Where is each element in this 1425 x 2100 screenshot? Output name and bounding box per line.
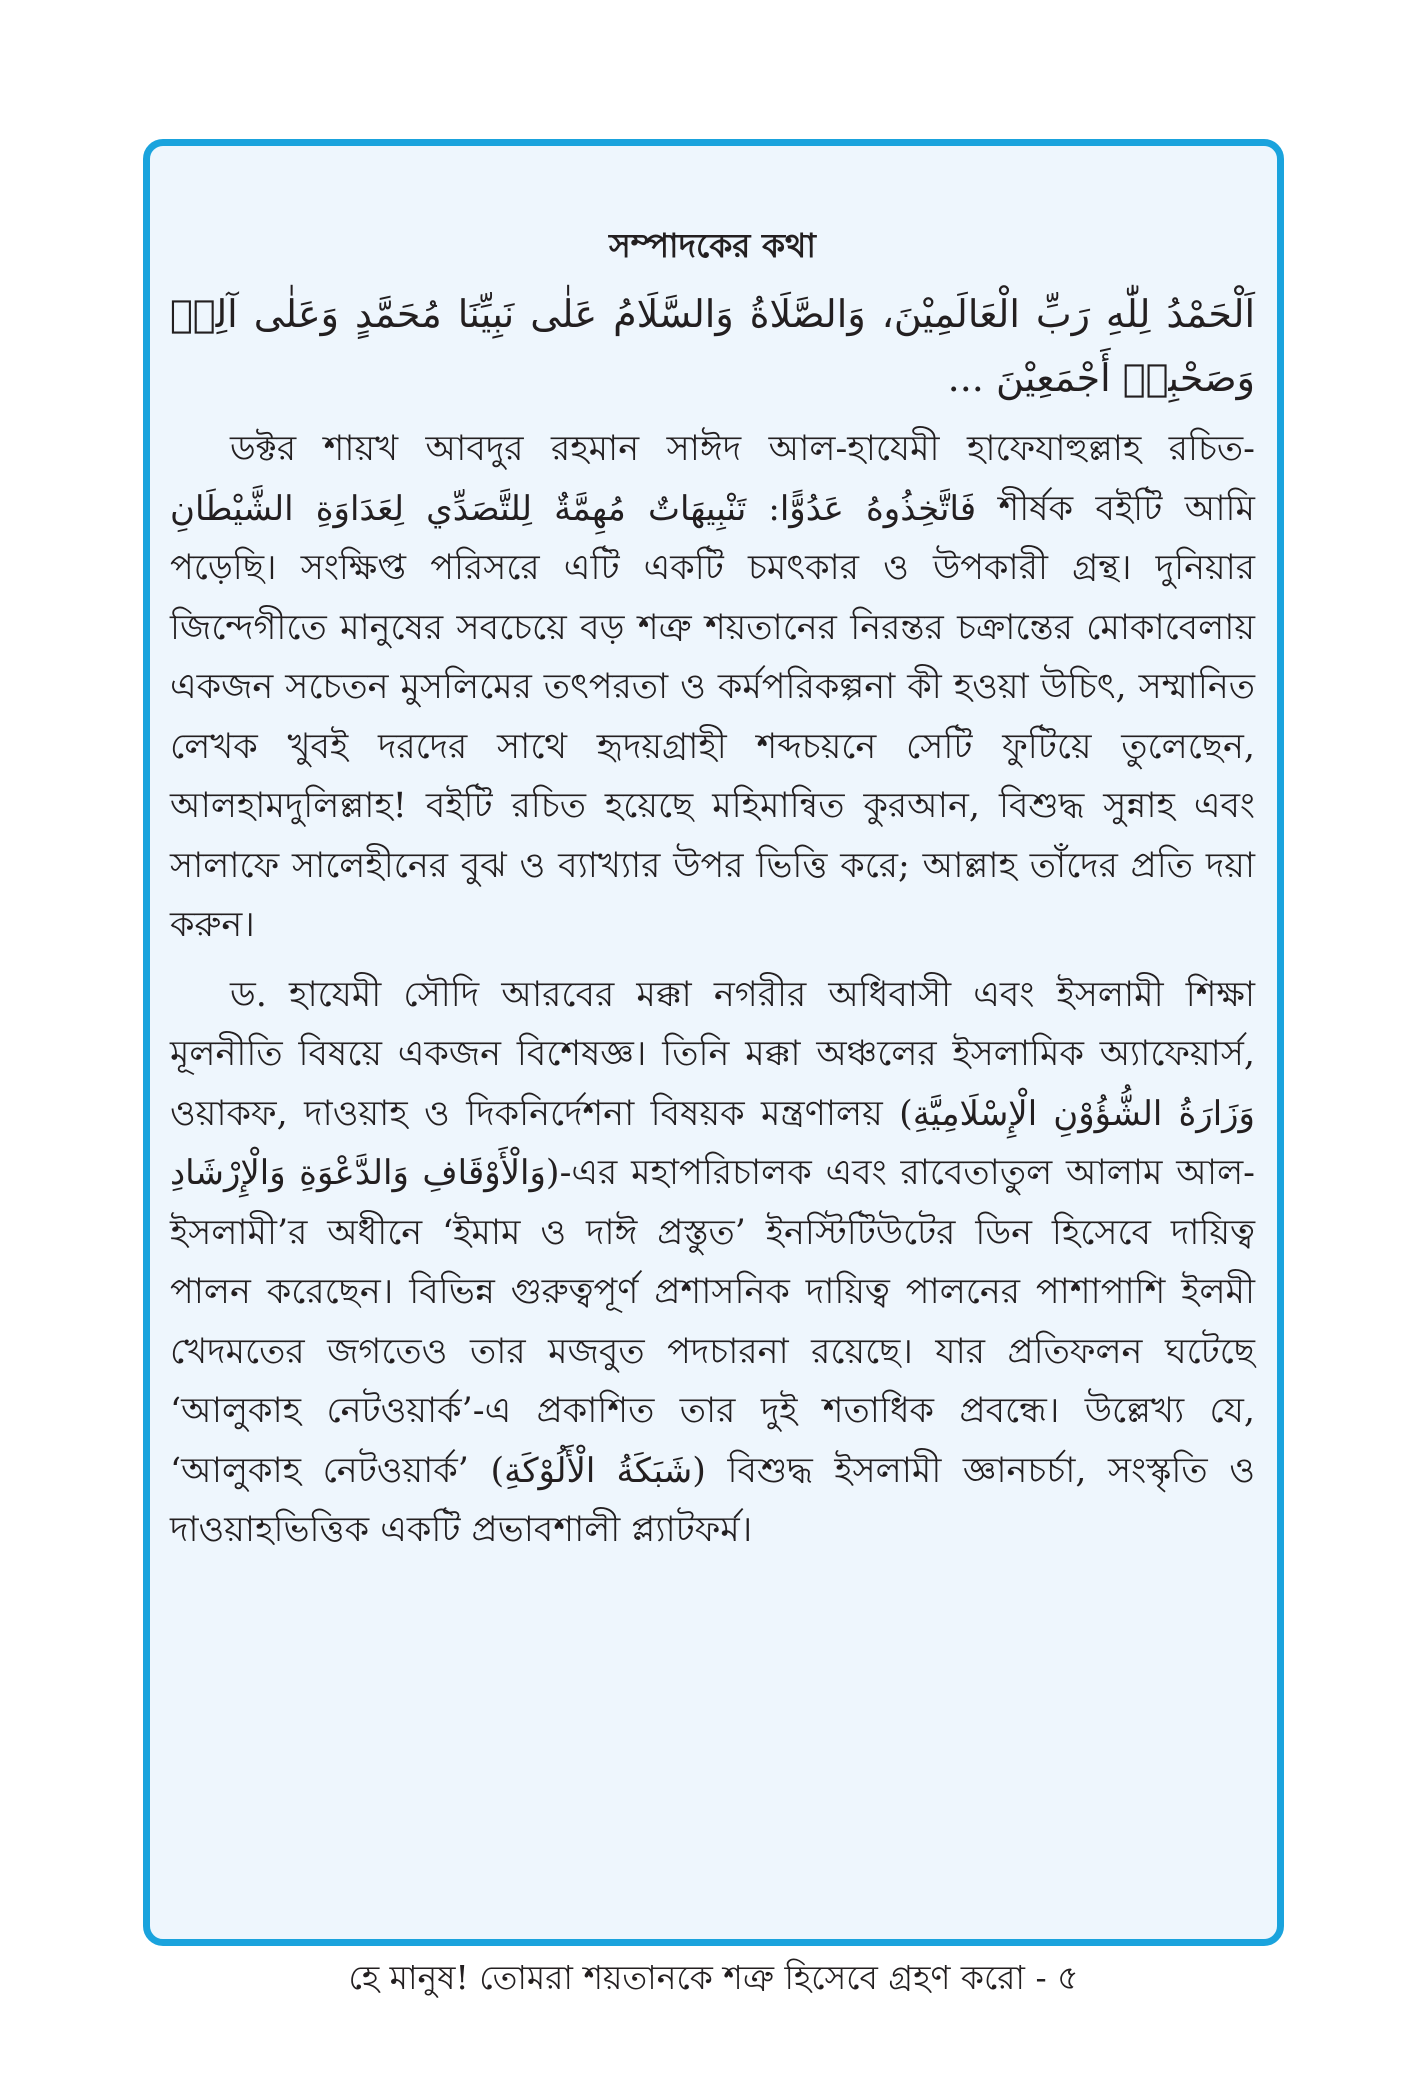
- page-title: সম্পাদকের কথা: [609, 226, 816, 265]
- paragraph-author-bio-part-1: ড. হাযেমী সৌদি আরবের মক্কা নগরীর অধিবাসী এবং ইসলামী শিক্ষা মূলনীতি বিষয়ে একজন বিশেষজ্ঞ। তিনি মক্কা অঞ্চলের ইসলামিক অ্যাফেয়ার্স, ওয়াকফ, দাওয়াহ ও দিকনির্দেশনা বিষয়ক মন্ত্রণালয় (: [170, 974, 1255, 1134]
- footer-running-title-and-page-number: হে মানুষ! তোমরা শয়তানকে শত্রু হিসেবে গ্রহণ করো - ৫: [348, 1958, 1079, 1997]
- paragraph-intro: [170, 420, 1255, 956]
- alukah-network-arabic: شَبَكَةُ الْأَلُوْكَةِ: [504, 1450, 693, 1491]
- book-title-arabic: فَاتَّخِذُوهُ عَدُوًّا: تَنْبِيهَاتٌ مُهِمَّةٌ لِلتَّصَدِّي لِعَدَاوَةِ الشَّيْطَانِ: [170, 488, 977, 529]
- arabic-opening-invocation: اَلْحَمْدُ لِلّٰهِ رَبِّ الْعَالَمِيْنَ، وَالصَّلَاةُ وَالسَّلَامُ عَلٰى نَبِيِّنَا مُحَمَّدٍ وَعَلٰى آلِهٖ وَصَحْبِهٖ أَجْمَعِيْنَ ...: [170, 292, 1255, 400]
- paragraph-author-bio-part-3: ) বিশুদ্ধ ইসলামী জ্ঞানচর্চা, সংস্কৃতি ও দাওয়াহভিত্তিক একটি প্রভাবশালী প্ল্যাটফর্ম।: [170, 1450, 1255, 1550]
- paragraph-author-bio: [170, 966, 1255, 1561]
- page-footer: [143, 1953, 1284, 2003]
- paragraph-intro-lead: ডক্টর শায়খ আবদুর রহমান সাঈদ আল-হাযেমী হাফেযাহুল্লাহ রচিত-: [230, 429, 1255, 469]
- ministry-name-arabic: وَزَارَةُ الشُّؤُوْنِ الْإِسْلَامِيَّةِ وَالْأَوْقَافِ وَالدَّعْوَةِ وَالْإِرْشَادِ: [170, 1093, 1255, 1193]
- paragraph-intro-body: শীর্ষক বইটি আমি পড়েছি। সংক্ষিপ্ত পরিসরে এটি একটি চমৎকার ও উপকারী গ্রন্থ। দুনিয়ার জিন্দেগীতে মানুষের সবচেয়ে বড় শত্রু শয়তানের নিরন্তর চক্রান্তের মোকাবেলায় একজন সচেতন মুসলিমের তৎপরতা ও কর্মপরিকল্পনা কী হওয়া উচিৎ, সম্মানিত লেখক খুবই দরদের সাথে হৃদয়গ্রাহী শব্দচয়নে সেটি ফুটিয়ে তুলেছেন, আলহামদুলিল্লাহ! বইটি রচিত হয়েছে মহিমান্বিত কুরআন, বিশুদ্ধ সুন্নাহ এবং সালাফে সালেহীনের বুঝ ও ব্যাখ্যার উপর ভিত্তি করে; আল্লাহ তাঁদের প্রতি দয়া করুন।: [170, 488, 1255, 945]
- page-content: [170, 218, 1255, 1571]
- paragraph-author-bio-part-2: )-এর মহাপরিচালক এবং রাবেতাতুল আলাম আল-ইসলামী’র অধীনে ‘ইমাম ও দাঈ প্রস্তুত’ ইনস্টিটিউটের ডিন হিসেবে দায়িত্ব পালন করেছেন। বিভিন্ন গুরুত্বপূর্ণ প্রশাসনিক দায়িত্ব পালনের পাশাপাশি ইলমী খেদমতের জগতেও তার মজবুত পদচারনা রয়েছে। যার প্রতিফলন ঘটেছে ‘আলুকাহ নেটওয়ার্ক’-এ প্রকাশিত তার দুই শতাধিক প্রবন্ধে। উল্লেখ্য যে, ‘আলুকাহ নেটওয়ার্ক’ (: [170, 1153, 1256, 1491]
